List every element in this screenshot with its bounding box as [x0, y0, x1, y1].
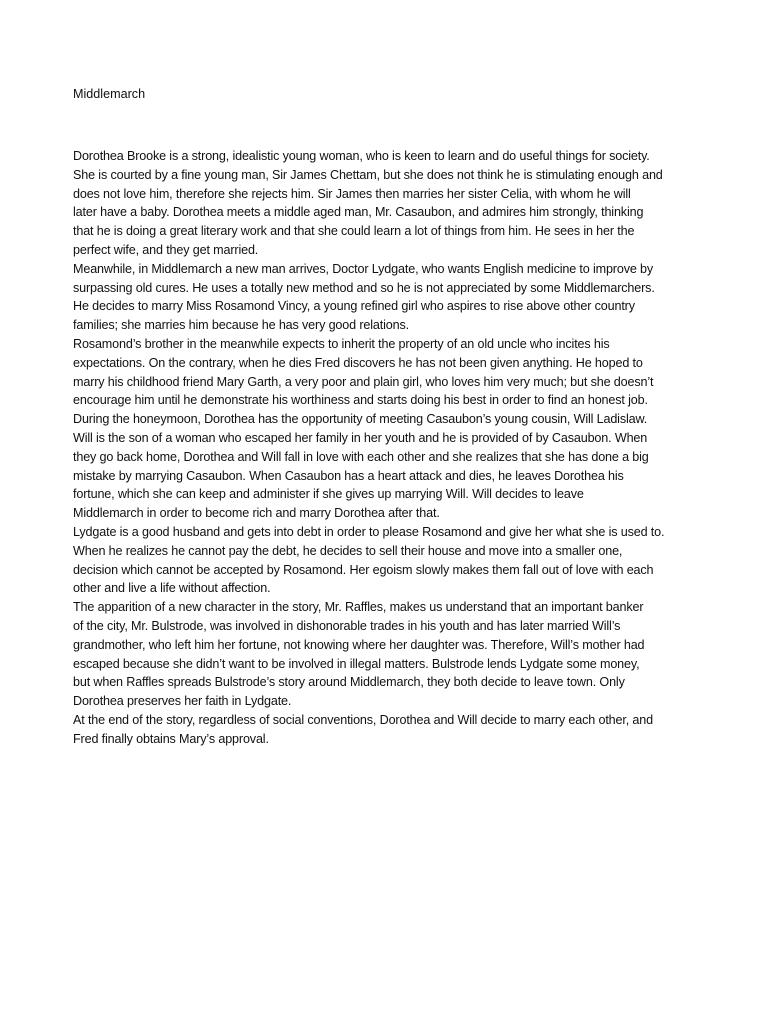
paragraph — [73, 410, 713, 523]
text-line: Lydgate is a good husband and gets into debt in order to please Rosamond and give her what she is used to. — [73, 524, 665, 539]
text-line: Will is the son of a woman who escaped her family in her youth and he is provided of by Casaubon. When — [73, 430, 648, 445]
paragraph — [73, 147, 713, 260]
paragraph — [73, 260, 713, 335]
text-line: decision which cannot be accepted by Rosamond. Her egoism slowly makes them fall out of love with each — [73, 562, 654, 577]
text-line: She is courted by a fine young man, Sir James Chettam, but she does not think he is stimulating enough and — [73, 167, 663, 182]
text-line: When he realizes he cannot pay the debt, he decides to sell their house and move into a smaller one, — [73, 543, 623, 558]
text-line: surpassing old cures. He uses a totally new method and so he is not appreciated by some Middlemarchers. — [73, 280, 655, 295]
text-line: that he is doing a great literary work and that she could learn a lot of things from him. He sees in her the — [73, 224, 635, 239]
text-line: families; she marries him because he has very good relations. — [73, 318, 409, 333]
paragraph — [73, 335, 713, 410]
text-line: Dorothea Brooke is a strong, idealistic young woman, who is keen to learn and do useful things for society. — [73, 149, 650, 163]
document-title: Middlemarch — [73, 87, 146, 101]
text-line: expectations. On the contrary, when he dies Fred discovers he has not been given anything. He hoped to — [73, 355, 643, 370]
text-line: At the end of the story, regardless of social conventions, Dorothea and Will decide to marry each other, and — [73, 712, 653, 727]
text-line: During the honeymoon, Dorothea has the opportunity of meeting Casaubon’s young cousin, Will Ladislaw. — [73, 412, 648, 427]
text-line: Fred finally obtains Mary’s approval. — [73, 731, 269, 746]
paragraph — [73, 523, 713, 598]
document-body — [73, 147, 713, 749]
text-line: Rosamond’s brother in the meanwhile expects to inherit the property of an old uncle who incites his — [73, 336, 610, 351]
paragraph — [73, 598, 713, 711]
text-line: other and live a life without affection. — [73, 581, 271, 596]
text-line: does not love him, therefore she rejects him. Sir James then marries her sister Celia, with whom he will — [73, 186, 631, 201]
text-line: of the city, Mr. Bulstrode, was involved in dishonorable trades in his youth and has later married Will’s — [73, 618, 621, 633]
text-line: fortune, which she can keep and administer if she gives up marrying Will. Will decides to leave — [73, 487, 584, 502]
text-line: marry his childhood friend Mary Garth, a very poor and plain girl, who loves him very much; but she doesn’t — [73, 374, 654, 389]
paragraph — [73, 711, 713, 749]
text-line: Middlemarch in order to become rich and marry Dorothea after that. — [73, 506, 440, 521]
text-line: perfect wife, and they get married. — [73, 242, 259, 257]
text-line: The apparition of a new character in the story, Mr. Raffles, makes us understand that an important banker — [73, 600, 644, 615]
text-line: but when Raffles spreads Bulstrode’s story around Middlemarch, they both decide to leave town. Only — [73, 675, 625, 690]
text-line: grandmother, who left him her fortune, not knowing where her daughter was. Therefore, Will’s mother had — [73, 637, 645, 652]
text-line: later have a baby. Dorothea meets a middle aged man, Mr. Casaubon, and admires him strongly, thinking — [73, 205, 644, 220]
text-line: He decides to marry Miss Rosamond Vincy, a young refined girl who aspires to rise above other country — [73, 299, 635, 314]
text-line: encourage him until he demonstrate his worthiness and starts doing his best in order to find an honest job. — [73, 393, 648, 408]
text-line: Dorothea preserves her faith in Lydgate. — [73, 694, 292, 709]
text-line: Meanwhile, in Middlemarch a new man arrives, Doctor Lydgate, who wants English medicine to improve by — [73, 261, 654, 276]
text-line: mistake by marrying Casaubon. When Casaubon has a heart attack and dies, he leaves Dorothea his — [73, 468, 624, 483]
text-line: escaped because she didn’t want to be involved in illegal matters. Bulstrode lends Lydgate some money, — [73, 656, 640, 671]
text-line: they go back home, Dorothea and Will fall in love with each other and she realizes that she has done a big — [73, 449, 649, 464]
